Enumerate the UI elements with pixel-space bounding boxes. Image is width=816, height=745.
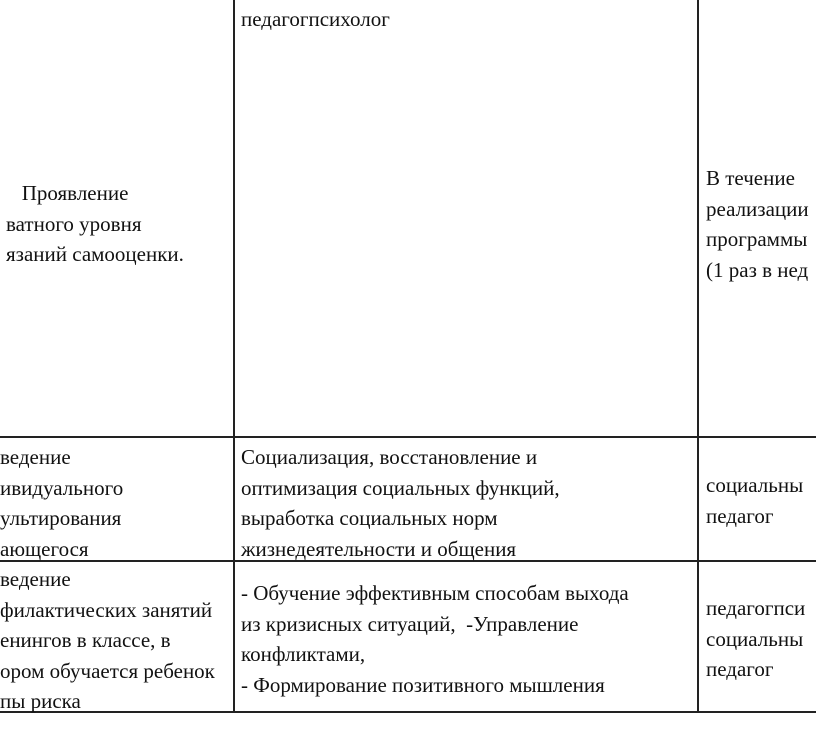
table-row-1-cell-3 (706, 163, 809, 285)
cell-text-line: язаний самооценки. (6, 242, 184, 266)
cell-text-line: программы (706, 227, 808, 251)
table-row-3-cell-3 (706, 593, 805, 685)
cell-text-line: ультирования (0, 506, 122, 530)
table-row-2-cell-1 (0, 442, 123, 564)
table-row-3-cell-1 (0, 564, 215, 717)
cell-text-line: В течение (706, 166, 795, 190)
column-divider-2 (697, 0, 699, 712)
row-divider-1 (0, 436, 816, 438)
cell-text-line: пы риска (0, 689, 81, 713)
table-row-2-cell-2 (241, 442, 560, 564)
cell-text-line: жизнедеятельности и общения (241, 536, 517, 561)
cell-text-line: из кризисных ситуаций, -Управление (241, 611, 579, 636)
table-row-3-cell-2 (241, 578, 629, 700)
table-row-1-cell-2 (241, 4, 390, 35)
cell-text-line: - Обучение эффективным способам выхода (241, 581, 629, 605)
cell-text-line: педагог (706, 503, 774, 528)
cell-text-line: енингов в классе, в (0, 628, 171, 652)
cell-text-line: социальны (706, 473, 804, 497)
cell-text-line: ведение (0, 445, 71, 469)
cell-text-line: оптимизация социальных функций, (241, 475, 560, 500)
table-row-2-cell-3 (706, 470, 803, 531)
cell-text-line: филактических занятий (0, 597, 213, 622)
cell-text-line: реализации (706, 196, 809, 221)
cell-text-line: конфликтами, (241, 642, 366, 666)
cell-text-line: ватного уровня (6, 211, 142, 236)
cell-text-line: педагогпсихолог (241, 7, 390, 31)
cell-text-line: ающегося (0, 536, 89, 561)
cell-text-line: ивидуального (0, 475, 124, 500)
table-row-1-cell-1 (6, 178, 184, 270)
cell-text-line: Проявление (6, 181, 129, 205)
cell-text-line: выработка социальных норм (241, 506, 498, 530)
cell-text-line: ором обучается ребенок (0, 658, 215, 683)
cell-text-line: ведение (0, 567, 71, 591)
cell-text-line: социальны (706, 626, 804, 651)
cell-text-line: педагогпси (706, 596, 806, 620)
cell-text-line: - Формирование позитивного мышления (241, 672, 605, 697)
cell-text-line: педагог (706, 657, 774, 681)
cell-text-line: Социализация, восстановление и (241, 445, 538, 469)
column-divider-1 (233, 0, 235, 712)
cell-text-line: (1 раз в нед (706, 257, 809, 282)
